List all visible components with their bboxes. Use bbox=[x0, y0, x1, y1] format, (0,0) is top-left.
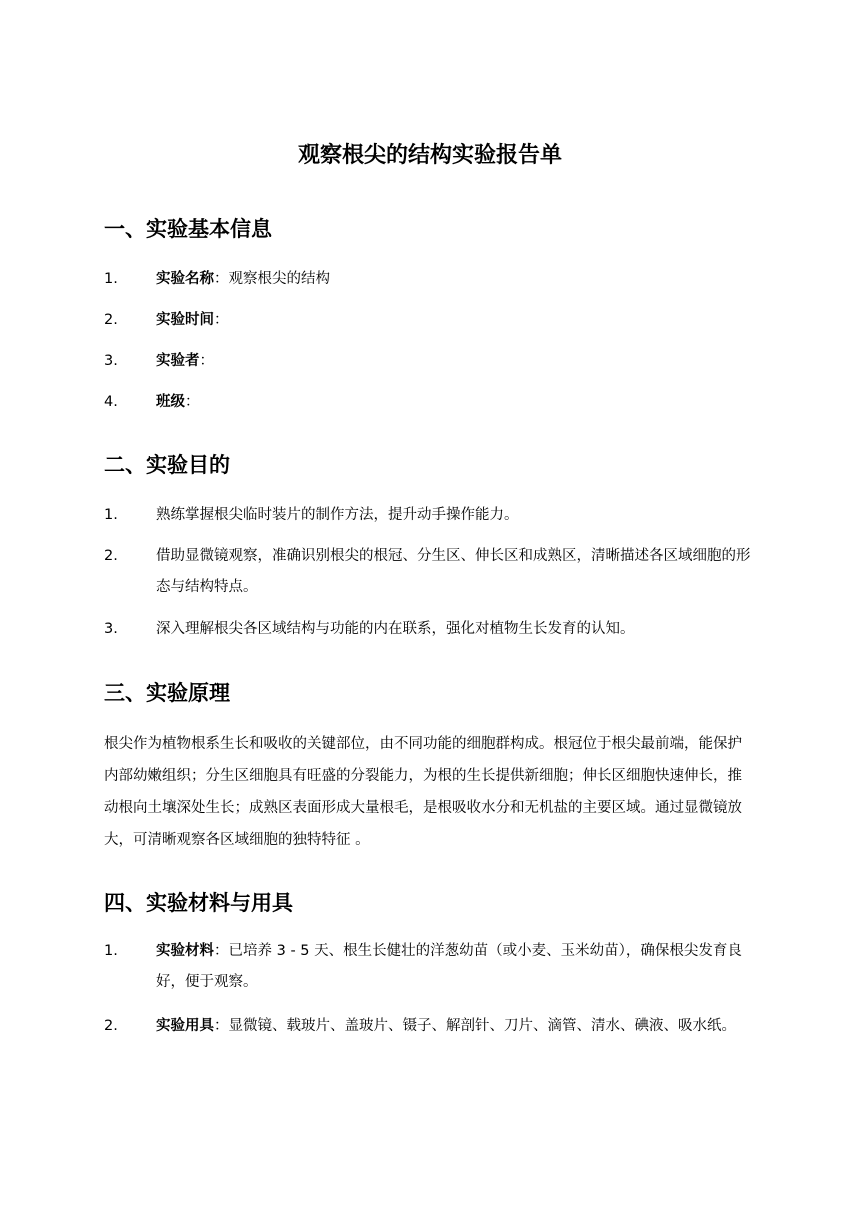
field-value: 观察根尖的结构 bbox=[228, 271, 330, 287]
list-item bbox=[104, 387, 764, 418]
document-title: 观察根尖的结构实验报告单 bbox=[297, 143, 562, 168]
list-item bbox=[104, 346, 764, 377]
list-number: 2. bbox=[104, 312, 118, 328]
list-number: 2. bbox=[104, 548, 118, 564]
field-label: 实验材料 bbox=[156, 943, 214, 959]
field-label: 实验时间 bbox=[156, 312, 214, 328]
section-heading-principle: 三、实验原理 bbox=[104, 681, 230, 705]
field-label: 实验名称 bbox=[156, 271, 214, 287]
field-separator: ： bbox=[214, 271, 229, 287]
list-item bbox=[104, 541, 764, 603]
list-item bbox=[104, 936, 764, 998]
section-heading-basic-info: 一、实验基本信息 bbox=[104, 217, 272, 241]
list-number: 3. bbox=[104, 353, 118, 369]
list-number: 1. bbox=[104, 943, 118, 959]
list-number: 4. bbox=[104, 394, 118, 410]
field-separator: ： bbox=[185, 394, 200, 410]
field-label: 班级 bbox=[156, 394, 185, 410]
field-separator: ： bbox=[214, 1018, 229, 1034]
field-value: 已培养 3 - 5 天、根生长健壮的洋葱幼苗（或小麦、玉米幼苗），确保根尖发育良好，便于观察。 bbox=[156, 943, 742, 990]
section-heading-materials: 四、实验材料与用具 bbox=[104, 891, 293, 915]
list-item bbox=[104, 305, 764, 336]
list-item bbox=[104, 614, 764, 645]
field-label: 实验用具 bbox=[156, 1018, 214, 1034]
list-number: 2. bbox=[104, 1018, 118, 1034]
principle-paragraph: 根尖作为植物根系生长和吸收的关键部位，由不同功能的细胞群构成。根冠位于根尖最前端，能保护内部幼嫩组织；分生区细胞具有旺盛的分裂能力，为根的生长提供新细胞；伸长区细胞快速伸长，推动根向土壤深处生长；成熟区表面形成大量根毛，是根吸收水分和无机盐的主要区域。通过显微镜放大，可清晰观察各区域细胞的独特特征 。 bbox=[104, 736, 742, 848]
list-item bbox=[104, 500, 764, 531]
field-separator: ： bbox=[214, 943, 229, 959]
list-text: 深入理解根尖各区域结构与功能的内在联系，强化对植物生长发育的认知。 bbox=[156, 621, 635, 637]
field-separator: ： bbox=[199, 353, 214, 369]
list-number: 3. bbox=[104, 621, 118, 637]
list-text: 借助显微镜观察，准确识别根尖的根冠、分生区、伸长区和成熟区，清晰描述各区域细胞的形态与结构特点。 bbox=[156, 548, 751, 595]
section-heading-objectives: 二、实验目的 bbox=[104, 453, 230, 477]
list-number: 1. bbox=[104, 507, 118, 523]
list-number: 1. bbox=[104, 271, 118, 287]
field-value: 显微镜、载玻片、盖玻片、镊子、解剖针、刀片、滴管、清水、碘液、吸水纸。 bbox=[228, 1018, 736, 1034]
field-separator: ： bbox=[214, 312, 229, 328]
field-label: 实验者 bbox=[156, 353, 200, 369]
list-text: 熟练掌握根尖临时装片的制作方法，提升动手操作能力。 bbox=[156, 507, 519, 523]
list-item bbox=[104, 1011, 764, 1042]
list-item bbox=[104, 264, 764, 295]
